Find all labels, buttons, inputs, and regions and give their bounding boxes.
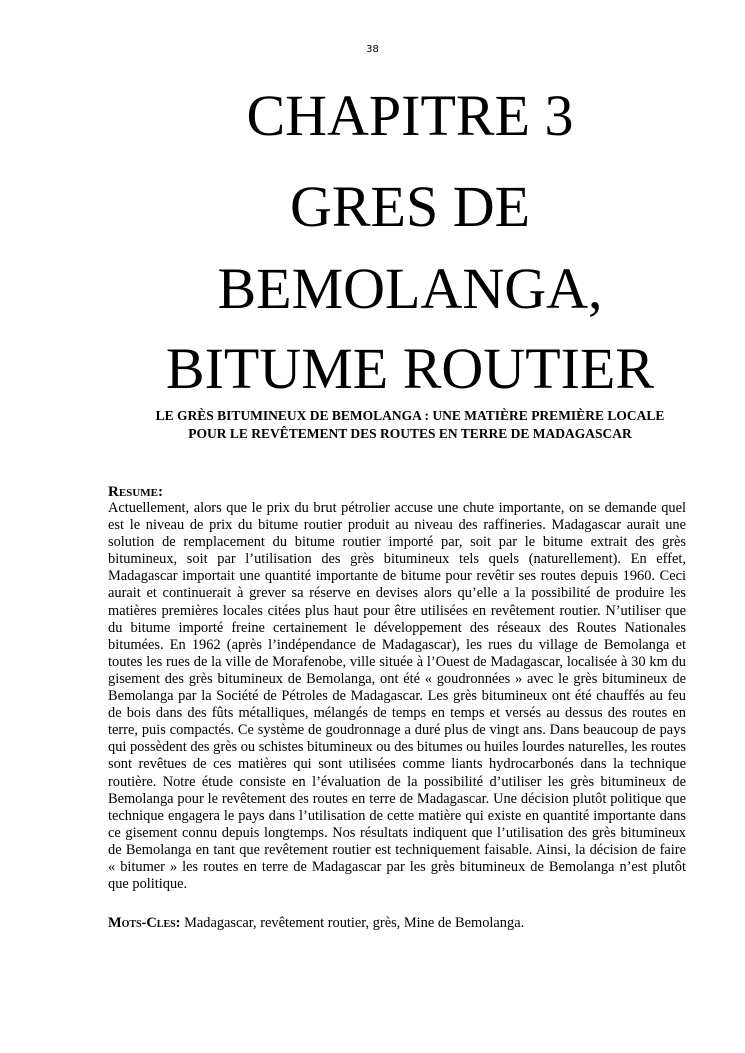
abstract-text: Actuellement, alors que le prix du brut pétrolier accuse une chute importante, on se demande quel est le niveau de prix du bitume routier produit au niveau des raffineries. Madagascar aurait une solution de remplacement du bitume routier importé par, soit par le bitume extrait des grès bitumineux, soit par l’utilisation des grès bitumineux tels quels (naturellement). En effet, Madagascar importait une quantité importante de bitume pour revêtir ses routes depuis 1960. Ceci aurait et continuerait à grever sa réserve en devises alors qu’elle a la possibilité de produire les matières premières locales citées plus haut pour être utilisées en revêtement routier. N’utiliser que du bitume importé freine certainement le développement des réseaux des Routes Nationales bitumées. En 1962 (après l’indépendance de Madagascar), les rues du village de Bemolanga et toutes les rues de la ville de Morafenobe, ville située à l’Ouest de Madagascar, localisée à 30 km du gisement des grès bitumineux de Bemolanga, ont été « goudronnées » avec le grès bitumineux de Bemolanga par la Société de Pétroles de Madagascar. Les grès bitumineux ont été chauffés au feu de bois dans des fûts métalliques, mélangés de temps en temps et versés au dessus des routes en terre, puis compactés. Ce système de goudronnage a duré plus de vingt ans. Dans beaucoup de pays qui possèdent des grès ou schistes bitumineux ou des bitumes ou huiles lourdes naturelles, les routes sont revêtues de ces matières qui sont utilisées comme liants hydrocarbonés dans la technique routière. Notre étude consiste en l’évaluation de la possibilité d’utiliser les grès bitumineux de Bemolanga pour le revêtement des routes en terre de Madagascar. Une décision plutôt politique que technique engagera le pays dans l’utilisation de cette matière qui existe en quantité importante dans ce gisement connu depuis longtemps. Nos résultats indiquent que l’utilisation des grès bitumineux de Bemolanga en tant que revêtement routier est techniquement faisable. Ainsi, la décision de faire « bitumer » les routes en terre de Madagascar par les grès bitumineux de Bemolanga n’est plutôt que politique. — [108, 500, 686, 893]
paper-subtitle: LE GRÈS BITUMINEUX DE BEMOLANGA : UNE MATIÈRE PREMIÈRE LOCALE POUR LE REVÊTEMENT DES ROUTES EN TERRE DE MADAGASCAR — [155, 408, 665, 441]
page-number: 38 — [366, 44, 379, 55]
chapter-title-line-4: BITUME ROUTIER — [165, 336, 655, 401]
chapter-title: CHAPITRE 3 — [246, 83, 574, 148]
keywords — [108, 915, 686, 932]
keywords-label: Mots-Cles: — [108, 915, 181, 931]
keywords-text: Madagascar, revêtement routier, grès, Mine de Bemolanga. — [180, 915, 525, 931]
resume-heading-label: Resume: — [108, 484, 163, 500]
chapter-title-line-2: GRES DE — [289, 174, 531, 239]
resume-heading — [108, 483, 163, 501]
chapter-title-line-3: BEMOLANGA, — [217, 256, 603, 321]
